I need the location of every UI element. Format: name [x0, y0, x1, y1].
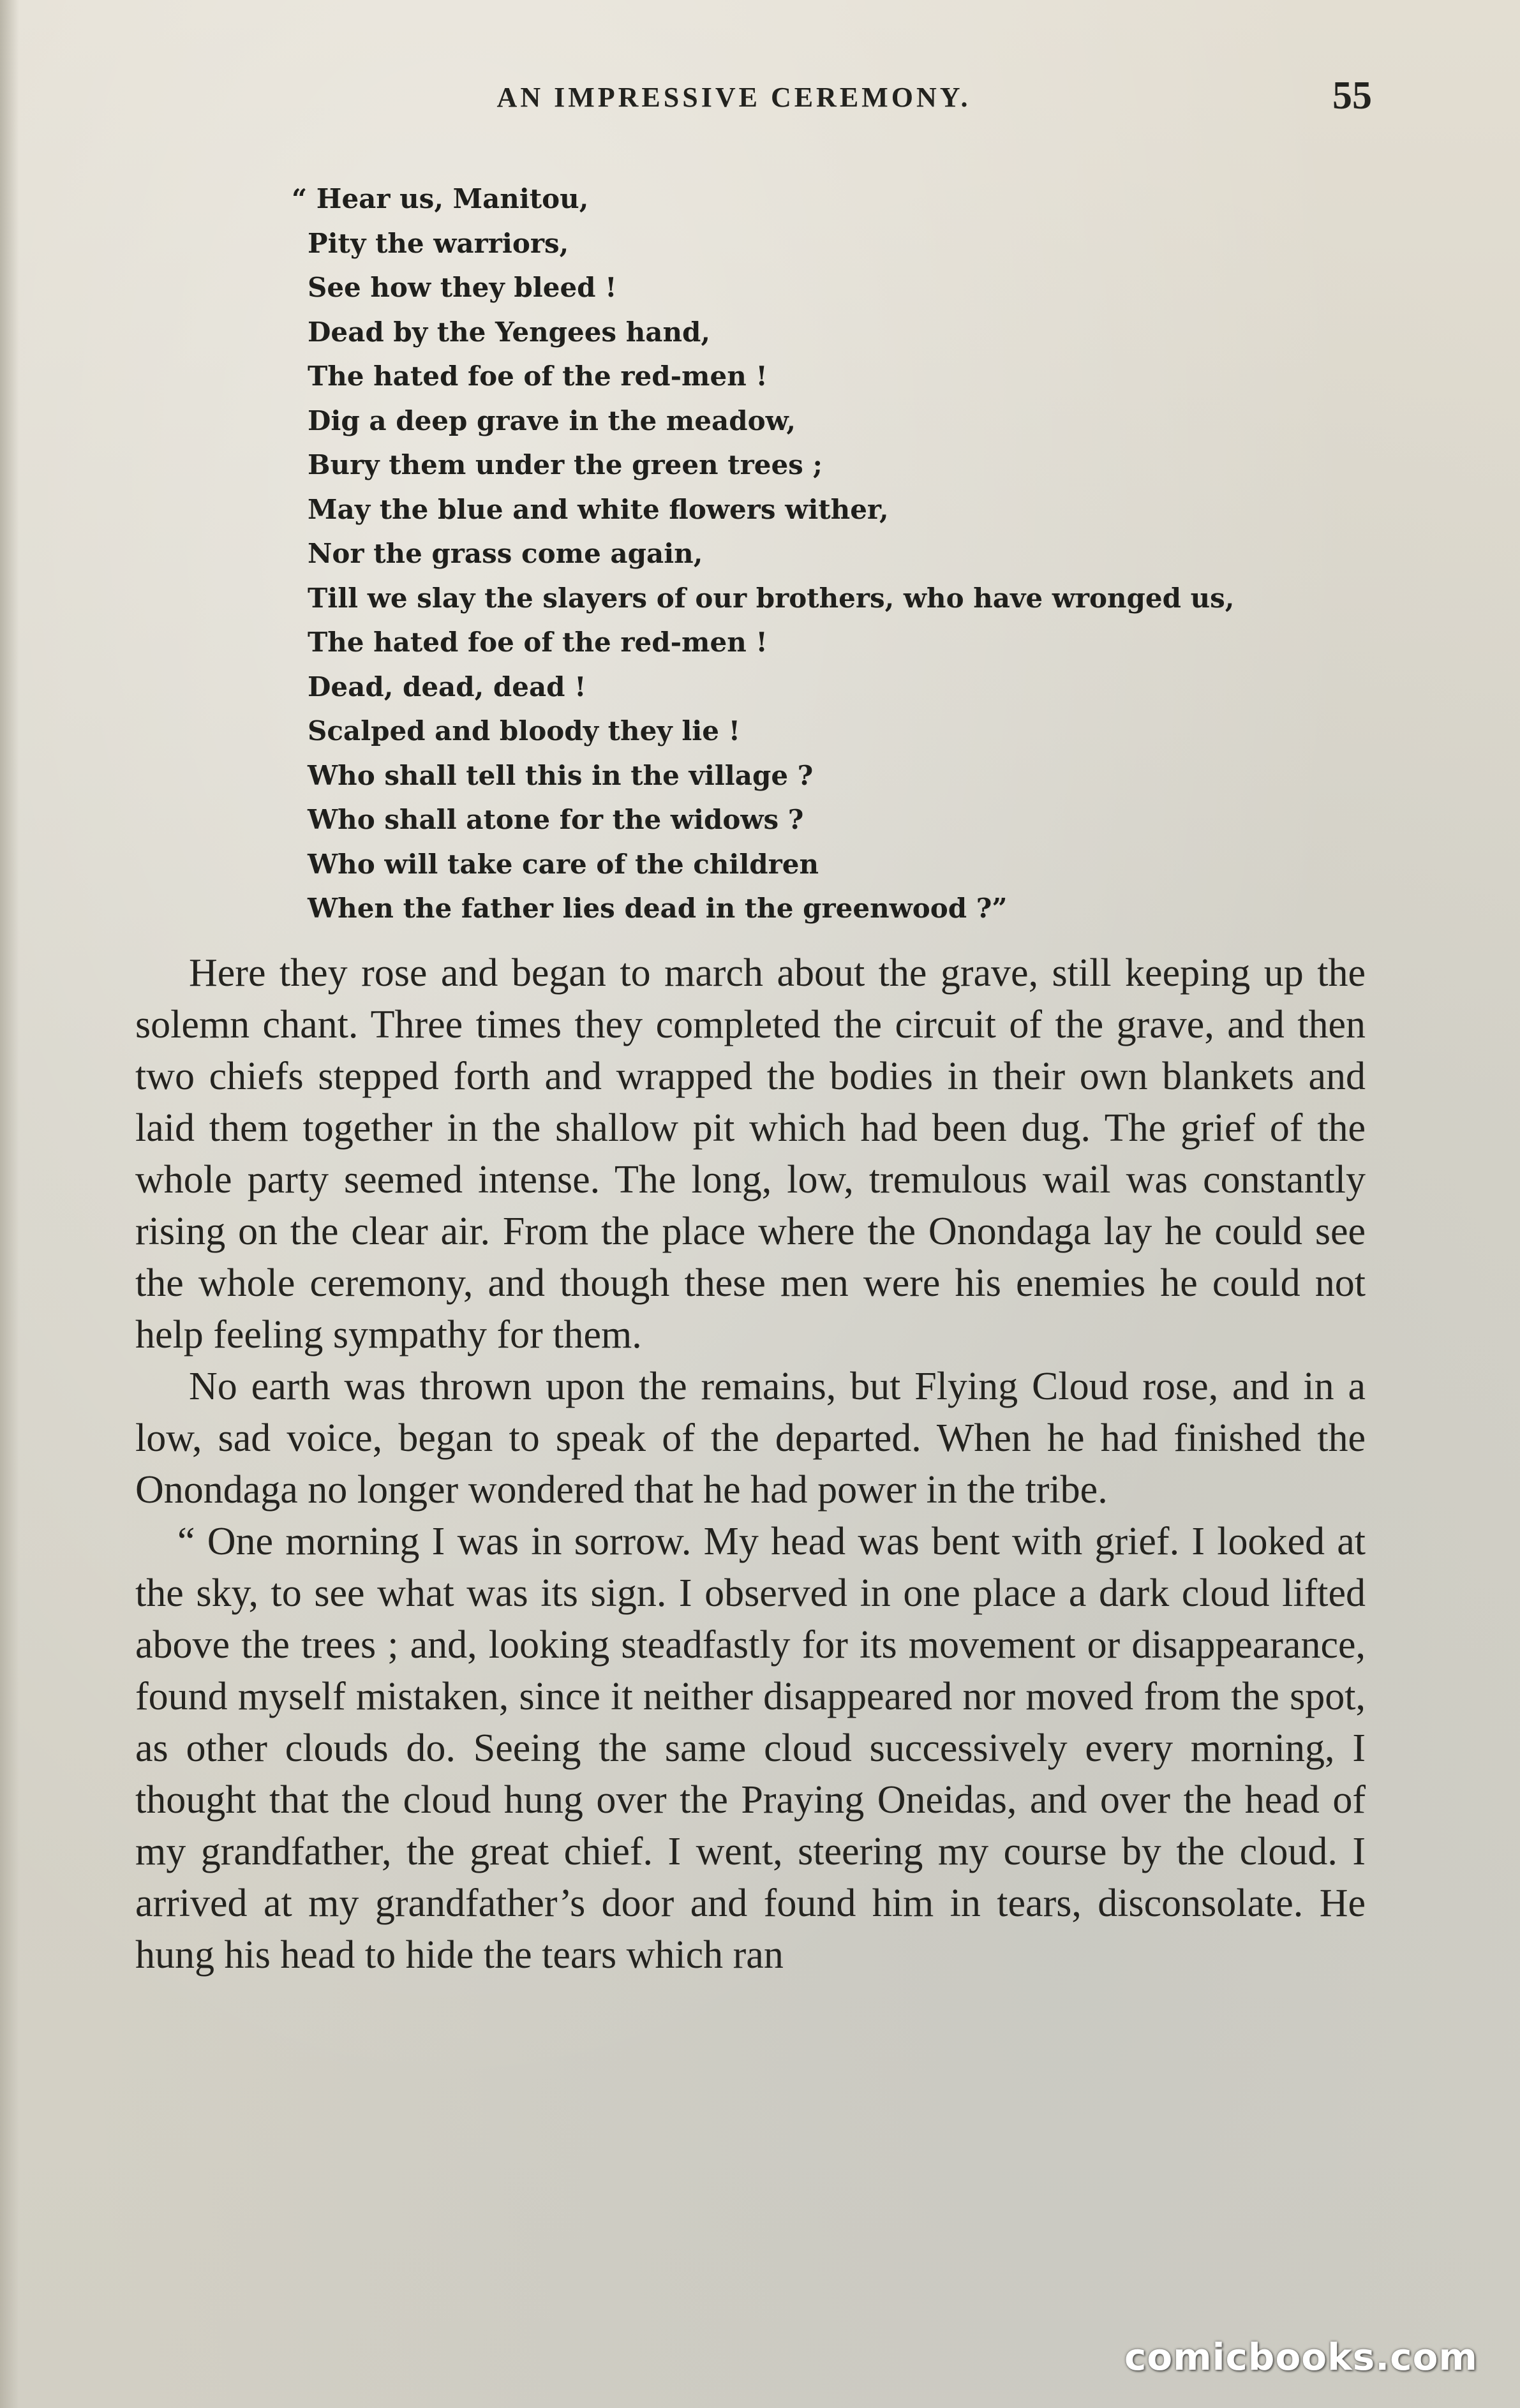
verse-line: Till we slay the slayers of our brothers, who have wronged us, [308, 582, 1235, 614]
verse-line: When the father lies dead in the greenwood ?” [308, 893, 1008, 924]
page-header [96, 73, 1372, 124]
verse-line: Dead, dead, dead ! [308, 671, 586, 702]
body-text [135, 948, 1366, 1981]
paragraph-cloud-speech: “ One morning I was in sorrow. My head was bent with grief. I looked at the sky, to see what was its sign. I observed in one place a dark cloud lifted above the trees ; and, looking steadfastly for its movement or disappearance, found myself mistaken, since it neither disappeared nor moved from the spot, as other clouds do. Seeing the same cloud successively every morning, I thought that the cloud hung over the Praying Oneidas, and over the head of my grandfather, the great chief. I went, steering my course by the cloud. I arrived at my grandfather’s door and found him in tears, disconsolate. He hung his head to hide the tears which ran [135, 1520, 1366, 1977]
verse-line: Bury them under the green trees ; [308, 449, 823, 480]
running-head: AN IMPRESSIVE CEREMONY. [496, 82, 971, 113]
verse-line: Who will take care of the children [308, 848, 819, 880]
verse-line: The hated foe of the red-men ! [308, 360, 768, 392]
verse-line: Scalped and bloody they lie ! [308, 715, 741, 747]
page-number: 55 [1332, 74, 1372, 117]
verse-line: Who shall atone for the widows ? [308, 804, 804, 835]
verse-line: Pity the warriors, [308, 227, 569, 259]
verse-line: See how they bleed ! [308, 272, 617, 303]
paragraph-march-about-grave: Here they rose and began to march about the grave, still keeping up the solemn chant. Three times they completed the circuit of the grave, and then two chiefs stepped forth and wrapped the bodies in their own blankets and laid them together in the shallow pit which had been dug. The grief of the whole party seemed intense. The long, low, tremulous wail was constantly rising on the clear air. From the place where the Onondaga lay he could see the whole ceremony, and though these men were his enemies he could not help feeling sympathy for them. [135, 951, 1366, 1356]
verse-line: Dig a deep grave in the meadow, [308, 405, 796, 436]
verse-line: “ Hear us, Manitou, [292, 183, 589, 214]
page-edge-shadow [0, 0, 19, 2408]
chant-verse [292, 177, 1405, 931]
verse-line: Dead by the Yengees hand, [308, 316, 710, 348]
verse-line: Nor the grass come again, [308, 538, 703, 569]
verse-line: The hated foe of the red-men ! [308, 627, 768, 658]
paragraph-flying-cloud-speaks: No earth was thrown upon the remains, but Flying Cloud rose, and in a low, sad voice, began to speak of the departed. When he had finished the Onondaga no longer wondered that he had power in the tribe. [135, 1365, 1366, 1512]
watermark: comicbooks.com [1124, 2335, 1478, 2379]
verse-line: May the blue and white flowers wither, [308, 493, 889, 525]
verse-line: Who shall tell this in the village ? [308, 759, 814, 791]
